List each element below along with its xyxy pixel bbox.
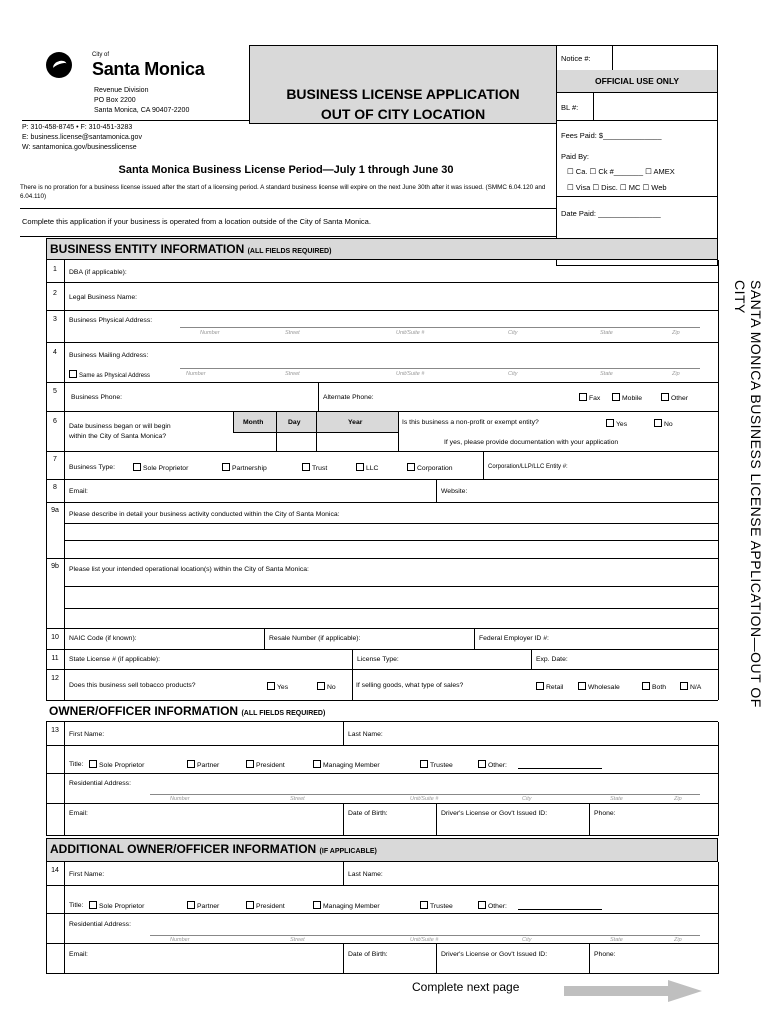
legal-name-field[interactable]: Legal Business Name: [69,294,138,301]
row-number: 10 [51,634,59,641]
naic-field[interactable]: NAIC Code (if known): [69,635,137,642]
sub-label: Zip [674,937,682,943]
add-phone[interactable]: Phone: [594,951,616,958]
sub-label: Unit/Suite # [396,330,425,336]
sub-label: Unit/Suite # [396,371,425,377]
row-number: 12 [51,675,59,682]
add-partner[interactable]: Partner [187,901,219,910]
type-sole-proprietor[interactable]: Sole Proprietor [133,463,188,472]
row-number: 4 [53,349,57,356]
license-type-field[interactable]: License Type: [357,656,399,663]
sales-wholesale[interactable]: Wholesale [578,682,620,691]
year-label: Year [348,419,363,426]
add-last-name[interactable]: Last Name: [348,871,383,878]
phone-line: P: 310-458-8745 • F: 310-451-3283 [22,124,133,131]
row-number: 9a [51,507,59,514]
same-as-physical-checkbox[interactable]: Same as Physical Address [69,370,150,379]
website-field[interactable]: Website: [441,488,468,495]
sub-label: Zip [672,371,680,377]
sales-na[interactable]: N/A [680,682,701,691]
footer-next-page: Complete next page [412,980,520,994]
owner-residential[interactable]: Residential Address: [69,780,131,787]
owner-id[interactable]: Driver's License or Gov't Issued ID: [441,810,548,817]
section-additional-owner: ADDITIONAL OWNER/OFFICER INFORMATION (IF APPLICABLE) [46,838,718,862]
date-paid[interactable]: Date Paid: _______________ [561,209,661,218]
section-owner: OWNER/OFFICER INFORMATION (ALL FIELDS REQUIRED) [46,700,718,722]
resale-field[interactable]: Resale Number (if applicable): [269,635,361,642]
day-label: Day [288,419,301,426]
owner-phone[interactable]: Phone: [594,810,616,817]
add-trustee[interactable]: Trustee [420,901,453,910]
sub-label: Number [186,371,206,377]
add-residential[interactable]: Residential Address: [69,921,131,928]
owner-last-name[interactable]: Last Name: [348,731,383,738]
row-number: 2 [53,290,57,297]
page-subtitle: OUT OF CITY LOCATION [320,106,486,122]
type-trust[interactable]: Trust [302,463,327,472]
section-business-entity: BUSINESS ENTITY INFORMATION (ALL FIELDS REQUIRED) [46,238,718,260]
date-began-label: Date business began or will begin [69,423,171,430]
activity-description-field[interactable]: Please describe in detail your business activity conducted within the City of Santa Monica: [69,511,340,518]
owner-president[interactable]: President [246,760,285,769]
type-corporation[interactable]: Corporation [407,463,453,472]
owner-email[interactable]: Email: [69,810,88,817]
mobile-checkbox[interactable]: Mobile [612,393,642,402]
city-state: Santa Monica, CA 90407-2200 [94,107,190,114]
add-other[interactable]: Other: [478,901,507,910]
sub-label: Street [290,937,305,943]
instructions: Complete this application if your business is operated from a location outside of the City of Santa Monica. [22,217,371,226]
row-number: 7 [53,456,57,463]
entity-number-field[interactable]: Corporation/LLP/LLC Entity #: [488,464,568,470]
sales-retail[interactable]: Retail [536,682,563,691]
email-field[interactable]: Email: [69,488,88,495]
row-number: 9b [51,563,59,570]
owner-managing[interactable]: Managing Member [313,760,380,769]
sub-label: Zip [672,330,680,336]
add-id[interactable]: Driver's License or Gov't Issued ID: [441,951,548,958]
owner-other[interactable]: Other: [478,760,507,769]
nonprofit-no[interactable]: No [654,419,673,428]
city-of: City of [92,52,110,58]
sub-label: City [508,371,518,377]
sub-label: Number [170,796,190,802]
title-box [249,45,557,124]
sub-label: Zip [674,796,682,802]
row-number: 5 [53,388,57,395]
official-use-box [556,45,718,266]
add-president[interactable]: President [246,901,285,910]
mailing-address-field[interactable]: Business Mailing Address: [69,352,149,359]
city-seal-icon [46,52,72,78]
sub-label: Number [170,937,190,943]
nonprofit-yes[interactable]: Yes [606,419,627,428]
official-use-header: OFFICIAL USE ONLY [557,70,717,92]
add-dob[interactable]: Date of Birth: [348,951,388,958]
sub-label: Unit/Suite # [410,937,439,943]
business-type: Business Type: [69,464,115,471]
proration-note: There is no proration for a business license issued after the start of a licensing period. A standard business license will expire on the next June 30th after it was issued. (SMMC 6.04.120 and 6.04.110) [20,184,546,200]
add-first-name[interactable]: First Name: [69,871,105,878]
side-title: SANTA MONICA BUSINESS LICENSE APPLICATION—OUT OF CITY [732,280,764,708]
sub-label: City [522,796,532,802]
row-number: 8 [53,484,57,491]
sales-type-question: If selling goods, what type of sales? [356,682,464,689]
sub-label: City [508,330,518,336]
locations-field[interactable]: Please list your intended operational location(s) within the City of Santa Monica: [69,566,309,573]
sub-label: Street [290,796,305,802]
owner-sole[interactable]: Sole Proprietor [89,760,144,769]
tobacco-question: Does this business sell tobacco products? [69,682,196,689]
sub-label: Unit/Suite # [410,796,439,802]
pay-methods-2[interactable]: ☐ Visa ☐ Disc. ☐ MC ☐ Web [567,183,667,192]
add-email[interactable]: Email: [69,951,88,958]
owner-title: Title: [69,761,84,768]
arrow-right-icon [564,980,704,1002]
type-llc[interactable]: LLC [356,463,378,472]
email-line: E: business.license@santamonica.gov [22,134,142,141]
nonprofit-note: If yes, please provide documentation with your application [444,439,619,446]
tobacco-yes[interactable]: Yes [267,682,288,691]
other-checkbox[interactable]: Other [661,393,688,402]
division: Revenue Division [94,87,149,94]
pay-methods-1[interactable]: ☐ Ca. ☐ Ck #_______ ☐ AMEX [567,167,675,176]
add-sole[interactable]: Sole Proprietor [89,901,144,910]
city-name: Santa Monica [92,59,205,79]
page-title: BUSINESS LICENSE APPLICATION [286,86,520,102]
dba-field[interactable]: DBA (if applicable): [69,269,127,276]
paid-by: Paid By: [561,152,589,161]
sub-label: State [600,371,613,377]
row-number: 6 [53,418,57,425]
nonprofit-question: Is this business a non-profit or exempt entity? [402,419,539,426]
row-number: 13 [51,727,59,734]
owner-trustee[interactable]: Trustee [420,760,453,769]
sub-label: State [600,330,613,336]
exp-date-field[interactable]: Exp. Date: [536,656,568,663]
owner-partner[interactable]: Partner [187,760,219,769]
notice-label: Notice #: [561,54,591,63]
fees-paid[interactable]: Fees Paid: $______________ [561,131,662,140]
add-managing[interactable]: Managing Member [313,901,380,910]
business-phone-field[interactable]: Business Phone: [71,394,123,401]
month-label: Month [243,419,264,426]
sub-label: State [610,937,623,943]
sub-label: Street [285,371,300,377]
owner-first-name[interactable]: First Name: [69,731,105,738]
row-number: 1 [53,266,57,273]
sub-label: City [522,937,532,943]
web-line: W: santamonica.gov/businesslicense [22,144,137,151]
row-number: 3 [53,316,57,323]
add-title: Title: [69,902,84,909]
alternate-phone-field[interactable]: Alternate Phone: [323,394,374,401]
license-period: Santa Monica Business License Period—July 1 through June 30 [118,164,454,176]
physical-address-field[interactable]: Business Physical Address: [69,317,153,324]
sales-both[interactable]: Both [642,682,666,691]
fax-checkbox[interactable]: Fax [579,393,600,402]
row-number: 11 [51,655,59,662]
fein-field[interactable]: Federal Employer ID #: [479,635,549,642]
state-license-field[interactable]: State License # (if applicable): [69,656,161,663]
tobacco-no[interactable]: No [317,682,336,691]
date-began-label2: within the City of Santa Monica? [69,433,167,440]
sub-label: Number [200,330,220,336]
sub-label: Street [285,330,300,336]
owner-dob[interactable]: Date of Birth: [348,810,388,817]
bl-label: BL #: [561,103,579,112]
row-number: 14 [51,867,59,874]
sub-label: State [610,796,623,802]
type-partnership[interactable]: Partnership [222,463,267,472]
po-box: PO Box 2200 [94,97,136,104]
